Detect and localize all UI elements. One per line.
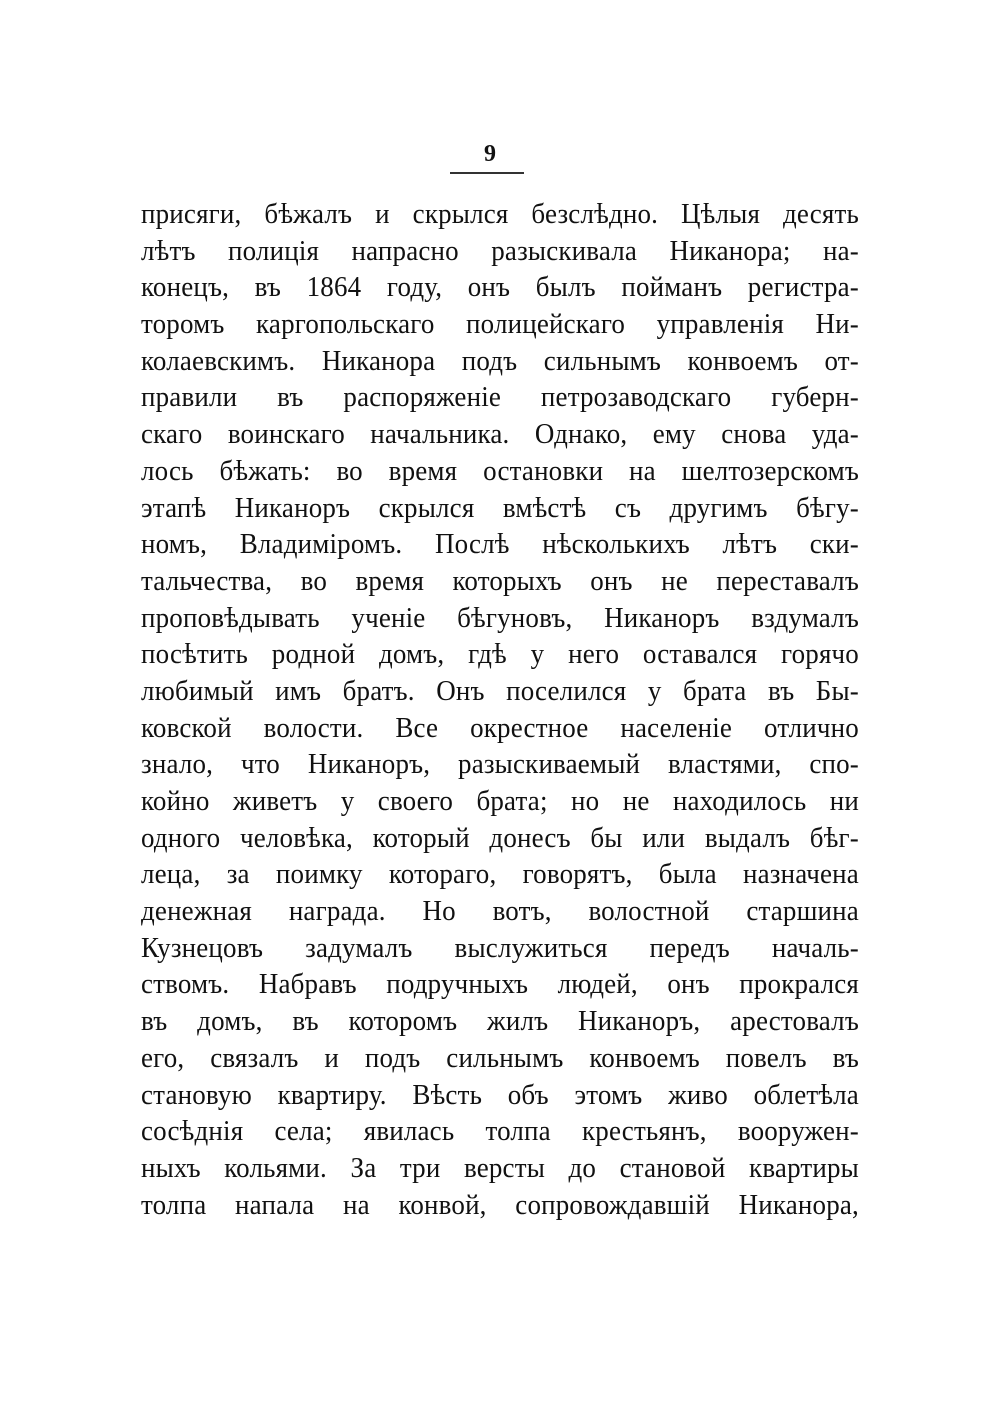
- text-line: Кузнецовъ задумалъ выслужиться передъ началь-: [141, 931, 859, 964]
- text-line: толпа напала на конвой, сопровождавшій Никанора,: [141, 1188, 859, 1221]
- text-line: правили въ распоряженіе петрозаводскаго губерн-: [141, 381, 859, 414]
- page-number-rule: [450, 172, 524, 174]
- text-line: знало, что Никаноръ, разыскиваемый властями, спо-: [141, 748, 859, 781]
- page-number: 9: [484, 141, 496, 167]
- text-line: леца, за поимку котораго, говорятъ, была назначена: [141, 858, 859, 891]
- text-line: лось бѣжать: во время остановки на шелтозерскомъ: [141, 454, 859, 487]
- text-line: въ домъ, въ которомъ жилъ Никаноръ, арестовалъ: [141, 1005, 859, 1038]
- text-line: одного человѣка, который донесъ бы или выдалъ бѣг-: [141, 821, 859, 854]
- text-line: этапѣ Никаноръ скрылся вмѣстѣ съ другимъ бѣгу-: [141, 491, 859, 524]
- text-line: ныхъ кольями. За три версты до становой квартиры: [141, 1151, 859, 1184]
- body-text: [141, 196, 859, 1223]
- text-line: присяги, бѣжалъ и скрылся безслѣдно. Цѣлыя десять: [141, 198, 859, 230]
- text-line: скаго воинскаго начальника. Однако, ему снова уда-: [141, 418, 859, 451]
- text-line: конецъ, въ 1864 году, онъ былъ пойманъ регистра-: [141, 271, 859, 304]
- text-line: его, связалъ и подъ сильнымъ конвоемъ повелъ въ: [141, 1041, 859, 1074]
- text-line: ствомъ. Набравъ подручныхъ людей, онъ прокрался: [141, 968, 859, 1001]
- text-line: денежная награда. Но вотъ, волостной старшина: [141, 895, 859, 928]
- text-line: посѣтить родной домъ, гдѣ у него оставался горячо: [141, 638, 859, 671]
- text-line: сосѣднія села; явилась толпа крестьянъ, вооружен-: [141, 1115, 859, 1148]
- text-line: койно живетъ у своего брата; но не находилось ни: [141, 785, 859, 817]
- text-line: лѣтъ полиція напрасно разыскивала Никанора; на-: [141, 234, 859, 267]
- text-line: тальчества, во время которыхъ онъ не переставалъ: [141, 564, 859, 597]
- text-line: любимый имъ братъ. Онъ поселился у брата въ Бы-: [141, 674, 859, 707]
- text-line: колаевскимъ. Никанора подъ сильнымъ конвоемъ от-: [141, 344, 859, 377]
- text-line: становую квартиру. Вѣсть объ этомъ живо облетѣла: [141, 1078, 859, 1111]
- text-line: торомъ каргопольскаго полицейскаго управленія Ни-: [141, 308, 859, 341]
- text-line: номъ, Владиміромъ. Послѣ нѣсколькихъ лѣтъ ски-: [141, 528, 859, 561]
- text-line: ковской волости. Все окрестное населеніе отлично: [141, 711, 859, 744]
- text-line: проповѣдывать ученіе бѣгуновъ, Никаноръ вздумалъ: [141, 601, 859, 634]
